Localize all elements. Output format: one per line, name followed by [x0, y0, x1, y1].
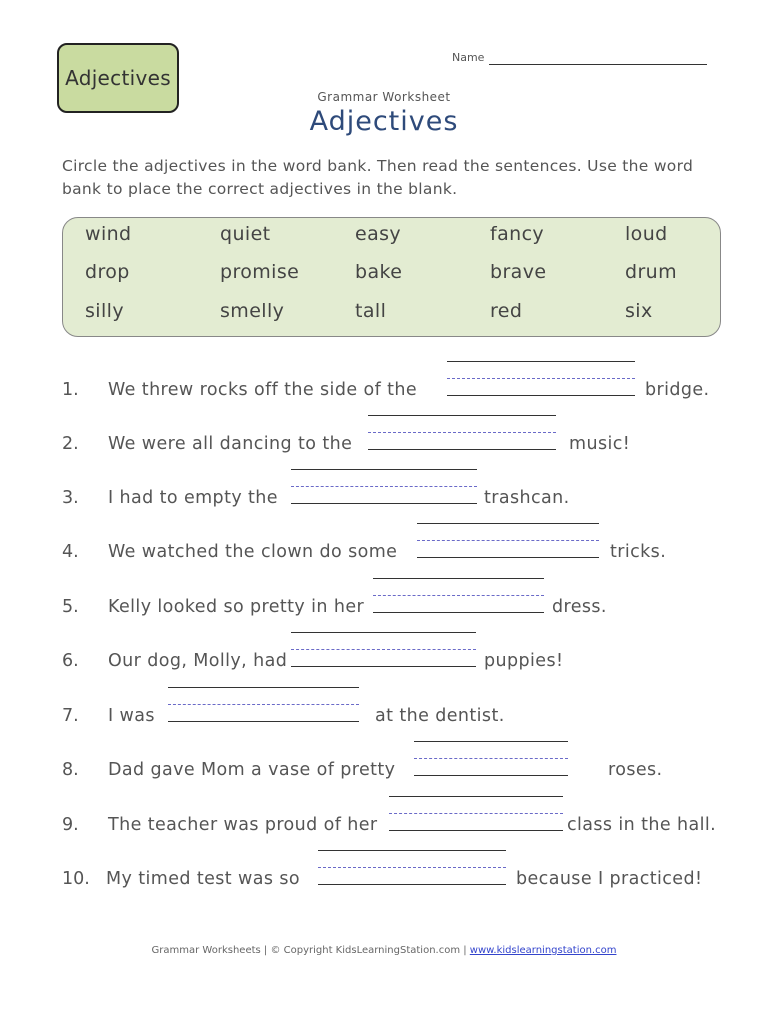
handwriting-guide-line [373, 578, 544, 579]
footer-text: Grammar Worksheets | © Copyright KidsLearningStation.com | [151, 945, 470, 956]
sentence-text-after: bridge. [645, 380, 710, 400]
sentence-number: 10. [62, 869, 90, 889]
handwriting-guide-line [291, 649, 476, 650]
handwriting-guide-line [291, 503, 477, 504]
word-bank-item[interactable]: fancy [490, 223, 545, 245]
name-field[interactable] [489, 64, 707, 65]
footer-link[interactable]: www.kidslearningstation.com [469, 945, 617, 956]
word-bank-item[interactable]: six [625, 300, 653, 322]
handwriting-guide-line [414, 758, 568, 759]
sentence-text-before: We threw rocks off the side of the [108, 380, 418, 400]
answer-blank[interactable] [291, 632, 476, 666]
sentence-text-before: My timed test was so [106, 869, 300, 889]
sentence-text-after: because I practiced! [516, 869, 703, 889]
handwriting-guide-line [417, 557, 599, 558]
footer [0, 945, 768, 956]
word-bank-item[interactable]: wind [85, 223, 132, 245]
answer-blank[interactable] [417, 523, 599, 557]
handwriting-guide-line [414, 741, 568, 742]
sentence-text-after: roses. [608, 760, 663, 780]
handwriting-guide-line [373, 612, 544, 613]
sentence-text-after: trashcan. [484, 488, 570, 508]
handwriting-guide-line [168, 721, 359, 722]
sentence-number: 3. [62, 488, 79, 508]
sentence-row [0, 488, 768, 542]
word-bank-item[interactable]: silly [85, 300, 124, 322]
handwriting-guide-line [389, 796, 563, 797]
word-bank-item[interactable]: drum [625, 261, 678, 283]
handwriting-guide-line [447, 395, 635, 396]
handwriting-guide-line [368, 432, 556, 433]
sentence-text-before: The teacher was proud of her [108, 815, 378, 835]
sentence-text-before: Kelly looked so pretty in her [108, 597, 365, 617]
sentence-number: 9. [62, 815, 79, 835]
handwriting-guide-line [168, 687, 359, 688]
handwriting-guide-line [368, 449, 556, 450]
sentence-text-after: class in the hall. [567, 815, 717, 835]
handwriting-guide-line [373, 595, 544, 596]
handwriting-guide-line [291, 632, 476, 633]
answer-blank[interactable] [389, 796, 563, 830]
sentence-row [0, 706, 768, 760]
sentence-text-before: Dad gave Mom a vase of pretty [108, 760, 396, 780]
sentence-number: 5. [62, 597, 79, 617]
sentence-row [0, 651, 768, 705]
word-bank-item[interactable]: promise [220, 261, 300, 283]
handwriting-guide-line [389, 830, 563, 831]
handwriting-guide-line [291, 469, 477, 470]
answer-blank[interactable] [368, 415, 556, 449]
handwriting-guide-line [318, 850, 506, 851]
handwriting-guide-line [389, 813, 563, 814]
handwriting-guide-line [447, 361, 635, 362]
sentence-text-after: music! [569, 434, 631, 454]
name-label: Name [452, 51, 485, 64]
handwriting-guide-line [368, 415, 556, 416]
badge-label: Adjectives [65, 66, 171, 90]
sentence-row [0, 760, 768, 814]
sentence-text-before: I had to empty the [108, 488, 278, 508]
word-bank-item[interactable]: loud [625, 223, 668, 245]
sentence-number: 2. [62, 434, 79, 454]
sentence-number: 6. [62, 651, 79, 671]
sentence-row [0, 869, 768, 923]
sentence-text-after: dress. [552, 597, 607, 617]
word-bank-item[interactable]: easy [355, 223, 402, 245]
handwriting-guide-line [291, 486, 477, 487]
instructions: Circle the adjectives in the word bank. Then read the sentences. Use the word bank to place the correct adjectives in the blank. [62, 157, 694, 198]
sentence-text-before: I was [108, 706, 155, 726]
sentence-number: 4. [62, 542, 79, 562]
answer-blank[interactable] [373, 578, 544, 612]
answer-blank[interactable] [447, 361, 635, 395]
word-bank-item[interactable]: tall [355, 300, 387, 322]
worksheet-subtitle: Grammar Worksheet [317, 90, 451, 104]
sentence-number: 1. [62, 380, 79, 400]
handwriting-guide-line [417, 540, 599, 541]
answer-blank[interactable] [291, 469, 477, 503]
handwriting-guide-line [318, 884, 506, 885]
handwriting-guide-line [291, 666, 476, 667]
answer-blank[interactable] [318, 850, 506, 884]
handwriting-guide-line [168, 704, 359, 705]
sentence-text-after: at the dentist. [375, 706, 505, 726]
handwriting-guide-line [318, 867, 506, 868]
sentence-text-before: We watched the clown do some [108, 542, 398, 562]
sentence-text-before: We were all dancing to the [108, 434, 353, 454]
sentence-text-after: puppies! [484, 651, 564, 671]
sentence-number: 8. [62, 760, 79, 780]
sentence-text-before: Our dog, Molly, had [108, 651, 288, 671]
sentence-number: 7. [62, 706, 79, 726]
word-bank-item[interactable]: brave [490, 261, 547, 283]
answer-blank[interactable] [414, 741, 568, 775]
word-bank [62, 217, 721, 337]
handwriting-guide-line [417, 523, 599, 524]
sentence-text-after: tricks. [610, 542, 667, 562]
word-bank-item[interactable]: bake [355, 261, 403, 283]
answer-blank[interactable] [168, 687, 359, 721]
handwriting-guide-line [414, 775, 568, 776]
word-bank-item[interactable]: red [490, 300, 523, 322]
word-bank-item[interactable]: quiet [220, 223, 271, 245]
word-bank-item[interactable]: drop [85, 261, 130, 283]
handwriting-guide-line [447, 378, 635, 379]
word-bank-item[interactable]: smelly [220, 300, 285, 322]
page-title: Adjectives [309, 106, 459, 137]
